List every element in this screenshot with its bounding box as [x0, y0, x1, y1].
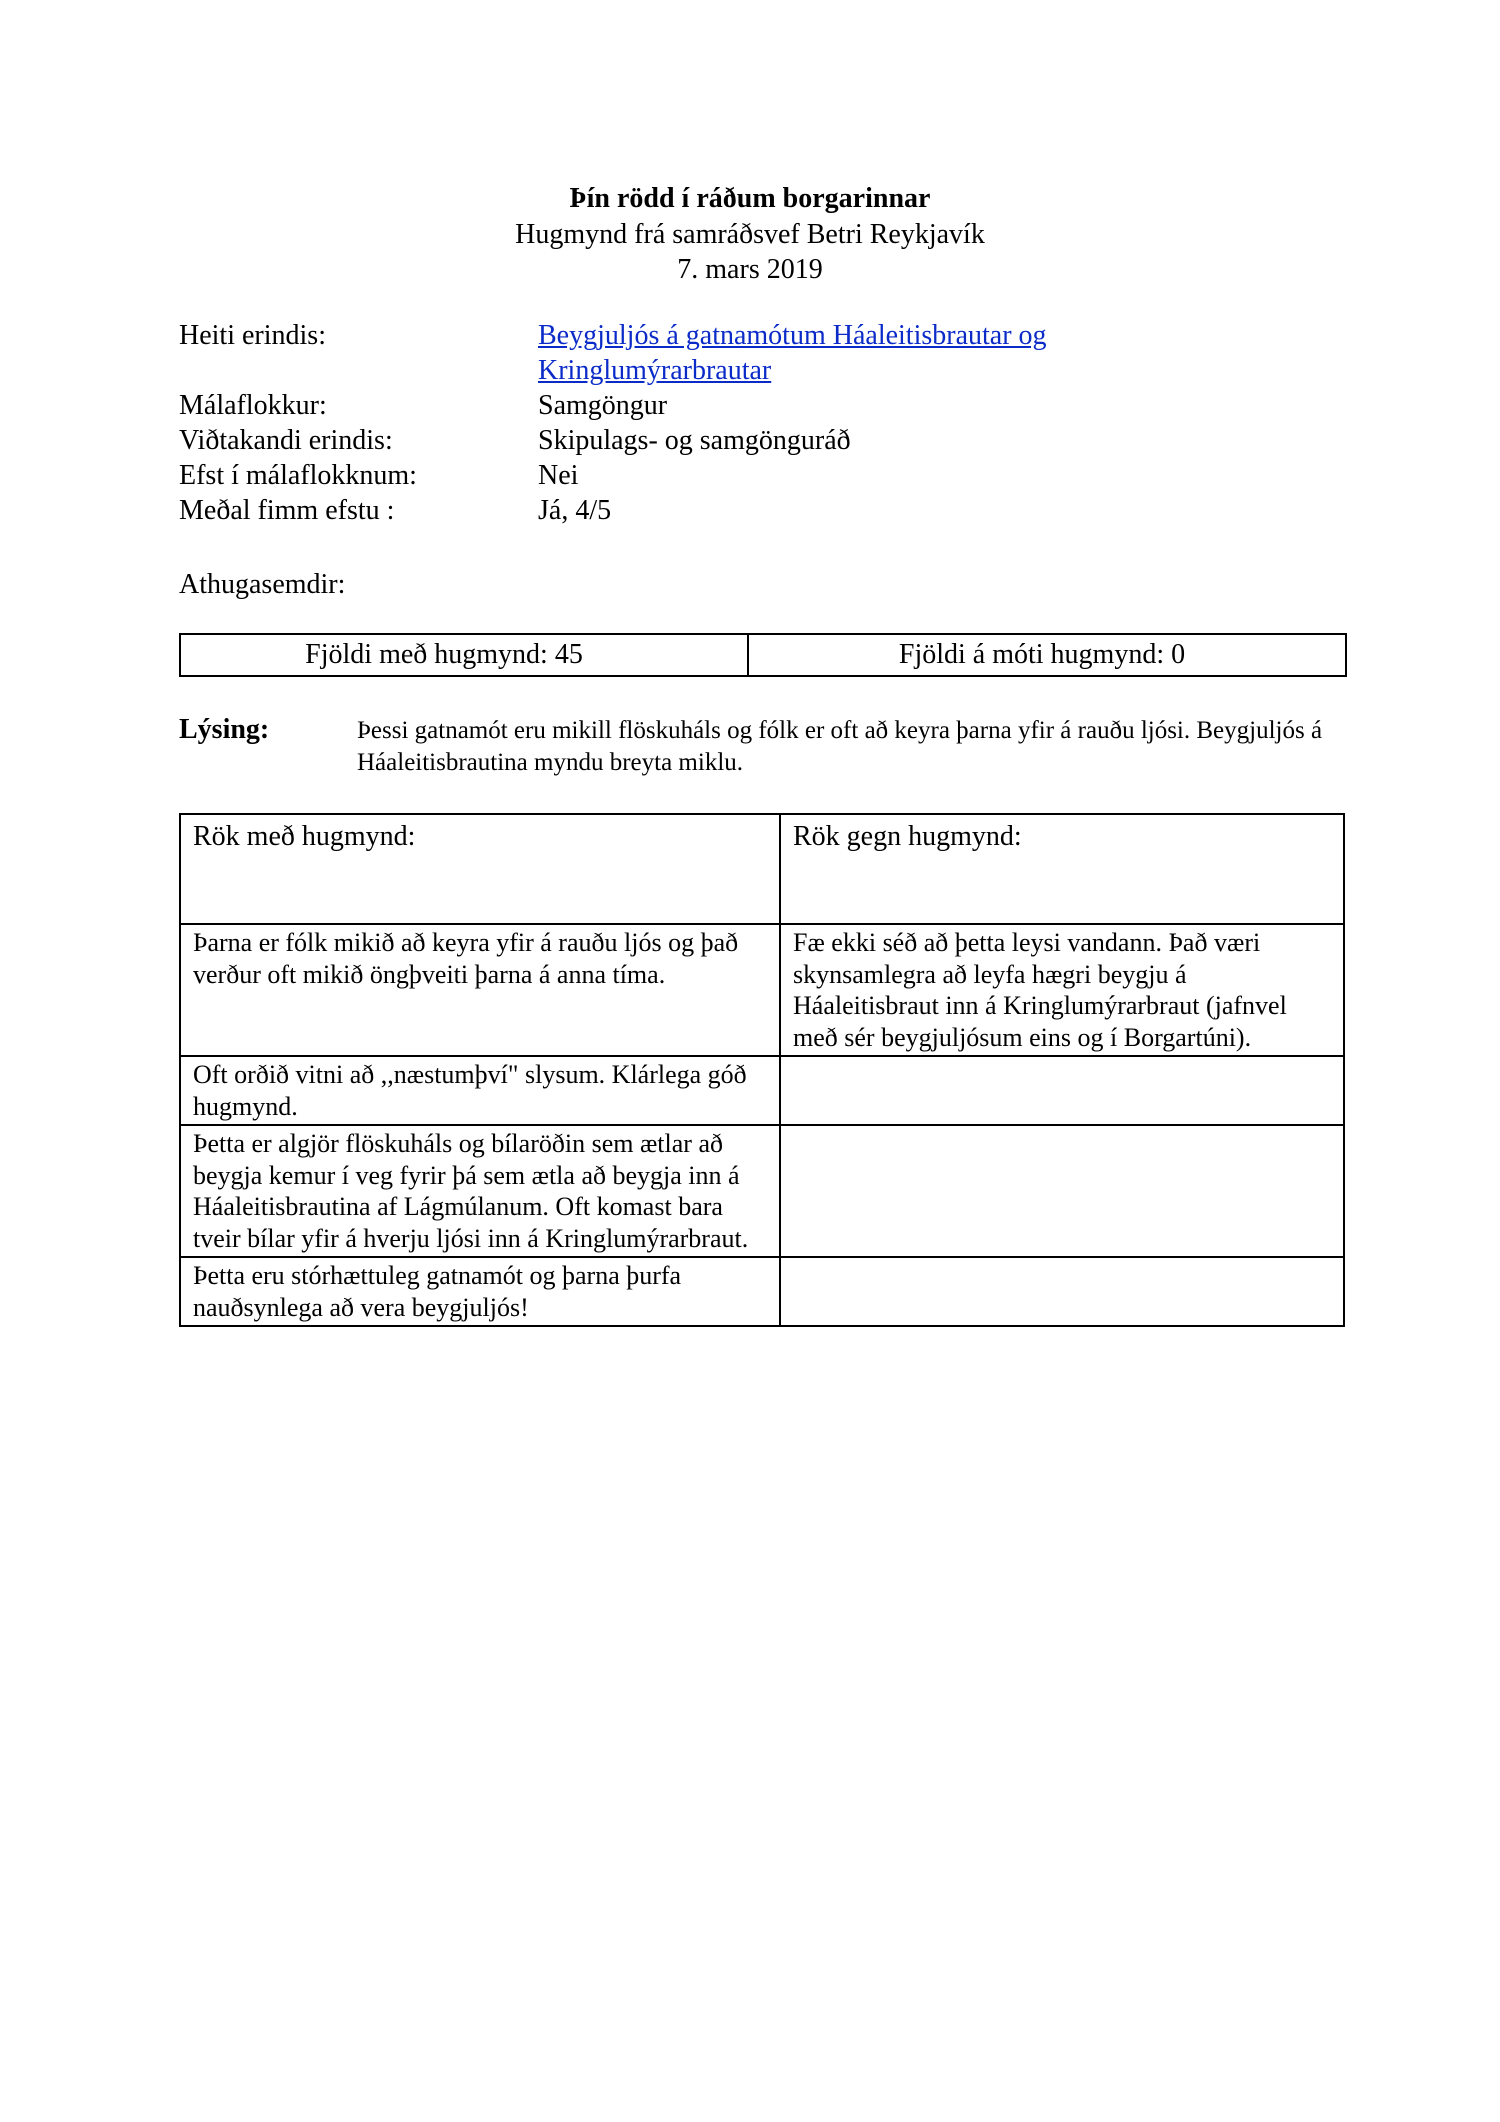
document-date: 7. mars 2019 — [677, 254, 823, 285]
description-text: Þessi gatnamót eru mikill flöskuháls og fólk er oft að keyra þarna yfir á rauðu ljósi. Beygjuljós á Háaleitisbrautina myndu breyta miklu. — [357, 717, 1323, 776]
vote-counts-table — [179, 633, 1347, 677]
fimm-value: Já, 4/5 — [538, 495, 612, 526]
malaflokkur-value: Samgöngur — [538, 390, 668, 421]
field-heiti-erindis — [179, 318, 1349, 390]
efst-value: Nei — [538, 460, 579, 491]
argument-for: Þetta eru stórhættuleg gatnamót og þarna þurfa nauðsynlega að vera beygjuljós! — [180, 1257, 780, 1326]
arguments-against-header: Rök gegn hugmynd: — [780, 814, 1344, 924]
document-title: Þín rödd í ráðum borgarinnar — [569, 183, 931, 214]
heiti-label: Heiti erindis: — [179, 320, 326, 351]
argument-against — [780, 1257, 1344, 1326]
table-row — [180, 1257, 1344, 1326]
idea-title-line2: Kringlumýrarbrautar — [538, 355, 772, 386]
efst-label: Efst í málaflokknum: — [179, 460, 417, 491]
remarks-label: Athugasemdir: — [179, 569, 346, 600]
argument-for: Þetta er algjör flöskuháls og bílaröðin sem ætlar að beygja kemur í veg fyrir þá sem ætla að beygja inn á Háaleitisbrautina af Lágmúlanum. Oft komast bara tveir bílar yfir á hverju ljósi inn á Kringlumýrarbraut. — [180, 1125, 780, 1257]
argument-against — [780, 1056, 1344, 1125]
arguments-header-row — [180, 814, 1344, 924]
argument-for: Þarna er fólk mikið að keyra yfir á rauðu ljós og það verður oft mikið öngþveiti þarna á anna tíma. — [180, 924, 780, 1056]
votes-for: Fjöldi með hugmynd: 45 — [181, 635, 749, 675]
description-label: Lýsing: — [179, 714, 270, 745]
arguments-table — [179, 813, 1345, 1327]
idea-title-line1: Beygjuljós á gatnamótum Háaleitisbrautar og — [538, 320, 1047, 351]
document-subtitle: Hugmynd frá samráðsvef Betri Reykjavík — [515, 219, 985, 250]
table-row — [180, 1056, 1344, 1125]
votes-against: Fjöldi á móti hugmynd: 0 — [898, 639, 1186, 670]
heiti-value — [538, 318, 1138, 388]
fimm-label: Meðal fimm efstu : — [179, 495, 395, 526]
vidtakandi-value: Skipulags- og samgönguráð — [538, 425, 851, 456]
idea-title-link[interactable] — [538, 320, 1047, 386]
malaflokkur-label: Málaflokkur: — [179, 390, 327, 421]
arguments-for-header: Rök með hugmynd: — [180, 814, 780, 924]
argument-against: Fæ ekki séð að þetta leysi vandann. Það væri skynsamlegra að leyfa hægri beygju á Háaleitisbraut inn á Kringlumýrarbraut (jafnvel með sér beygjuljósum eins og í Borgartúni). — [780, 924, 1344, 1056]
argument-for: Oft orðið vitni að ,,næstumþví" slysum. Klárlega góð hugmynd. — [180, 1056, 780, 1125]
table-row — [180, 1125, 1344, 1257]
argument-against — [780, 1125, 1344, 1257]
table-row — [180, 924, 1344, 1056]
vidtakandi-label: Viðtakandi erindis: — [179, 425, 393, 456]
